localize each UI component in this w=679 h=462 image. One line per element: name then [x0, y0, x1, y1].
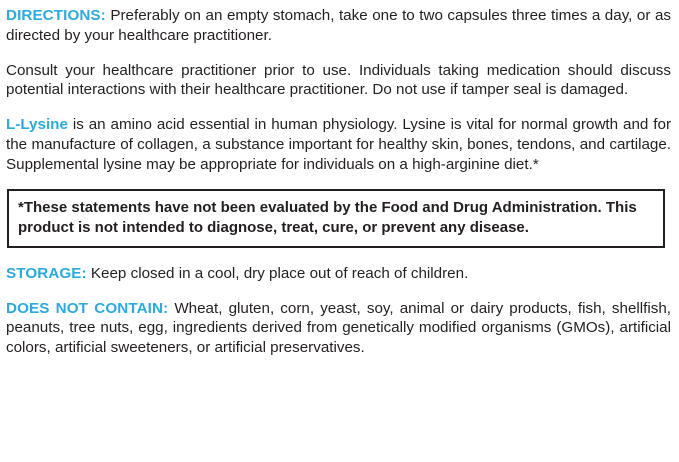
directions-heading: DIRECTIONS: [6, 7, 106, 24]
does-not-contain-heading: DOES NOT CONTAIN: [6, 299, 169, 317]
does-not-contain-text: Wheat, gluten, corn, yeast, soy, animal or dairy products, fish, shellfish, peanuts, tree nuts, egg, ingredients derived from genetically modified organisms (GMOs), artificial colors, artificial sweeteners, or artificial preservatives. [6, 299, 671, 357]
fda-disclaimer-text: *These statements have not been evaluated by the Food and Drug Administration. This product is not intended to diagnose, treat, cure, or prevent any disease. [18, 199, 637, 237]
lysine-paragraph [6, 115, 671, 174]
storage-text: Keep closed in a cool, dry place out of reach of children. [86, 264, 469, 282]
does-not-contain-paragraph [6, 299, 671, 358]
consult-paragraph: Consult your healthcare practitioner prior to use. Individuals taking medication should discuss potential interactions with their healthcare practitioner. Do not use if tamper seal is damaged. [6, 61, 671, 99]
lysine-heading: L-Lysine [6, 116, 68, 133]
storage-paragraph [6, 264, 671, 284]
storage-heading: STORAGE: [6, 264, 87, 282]
directions-paragraph [6, 6, 671, 46]
directions-text: Preferably on an empty stomach, take one to two capsules three times a day, or as directed by your healthcare practitioner. [6, 7, 671, 44]
fda-disclaimer-box [7, 189, 665, 248]
lysine-text: is an amino acid essential in human physiology. Lysine is vital for normal growth and for the manufacture of collagen, a substance important for healthy skin, bones, tendons, and cartilage. Supplemental lysine may be appropriate for individuals on a high-arginine diet.* [6, 116, 671, 173]
